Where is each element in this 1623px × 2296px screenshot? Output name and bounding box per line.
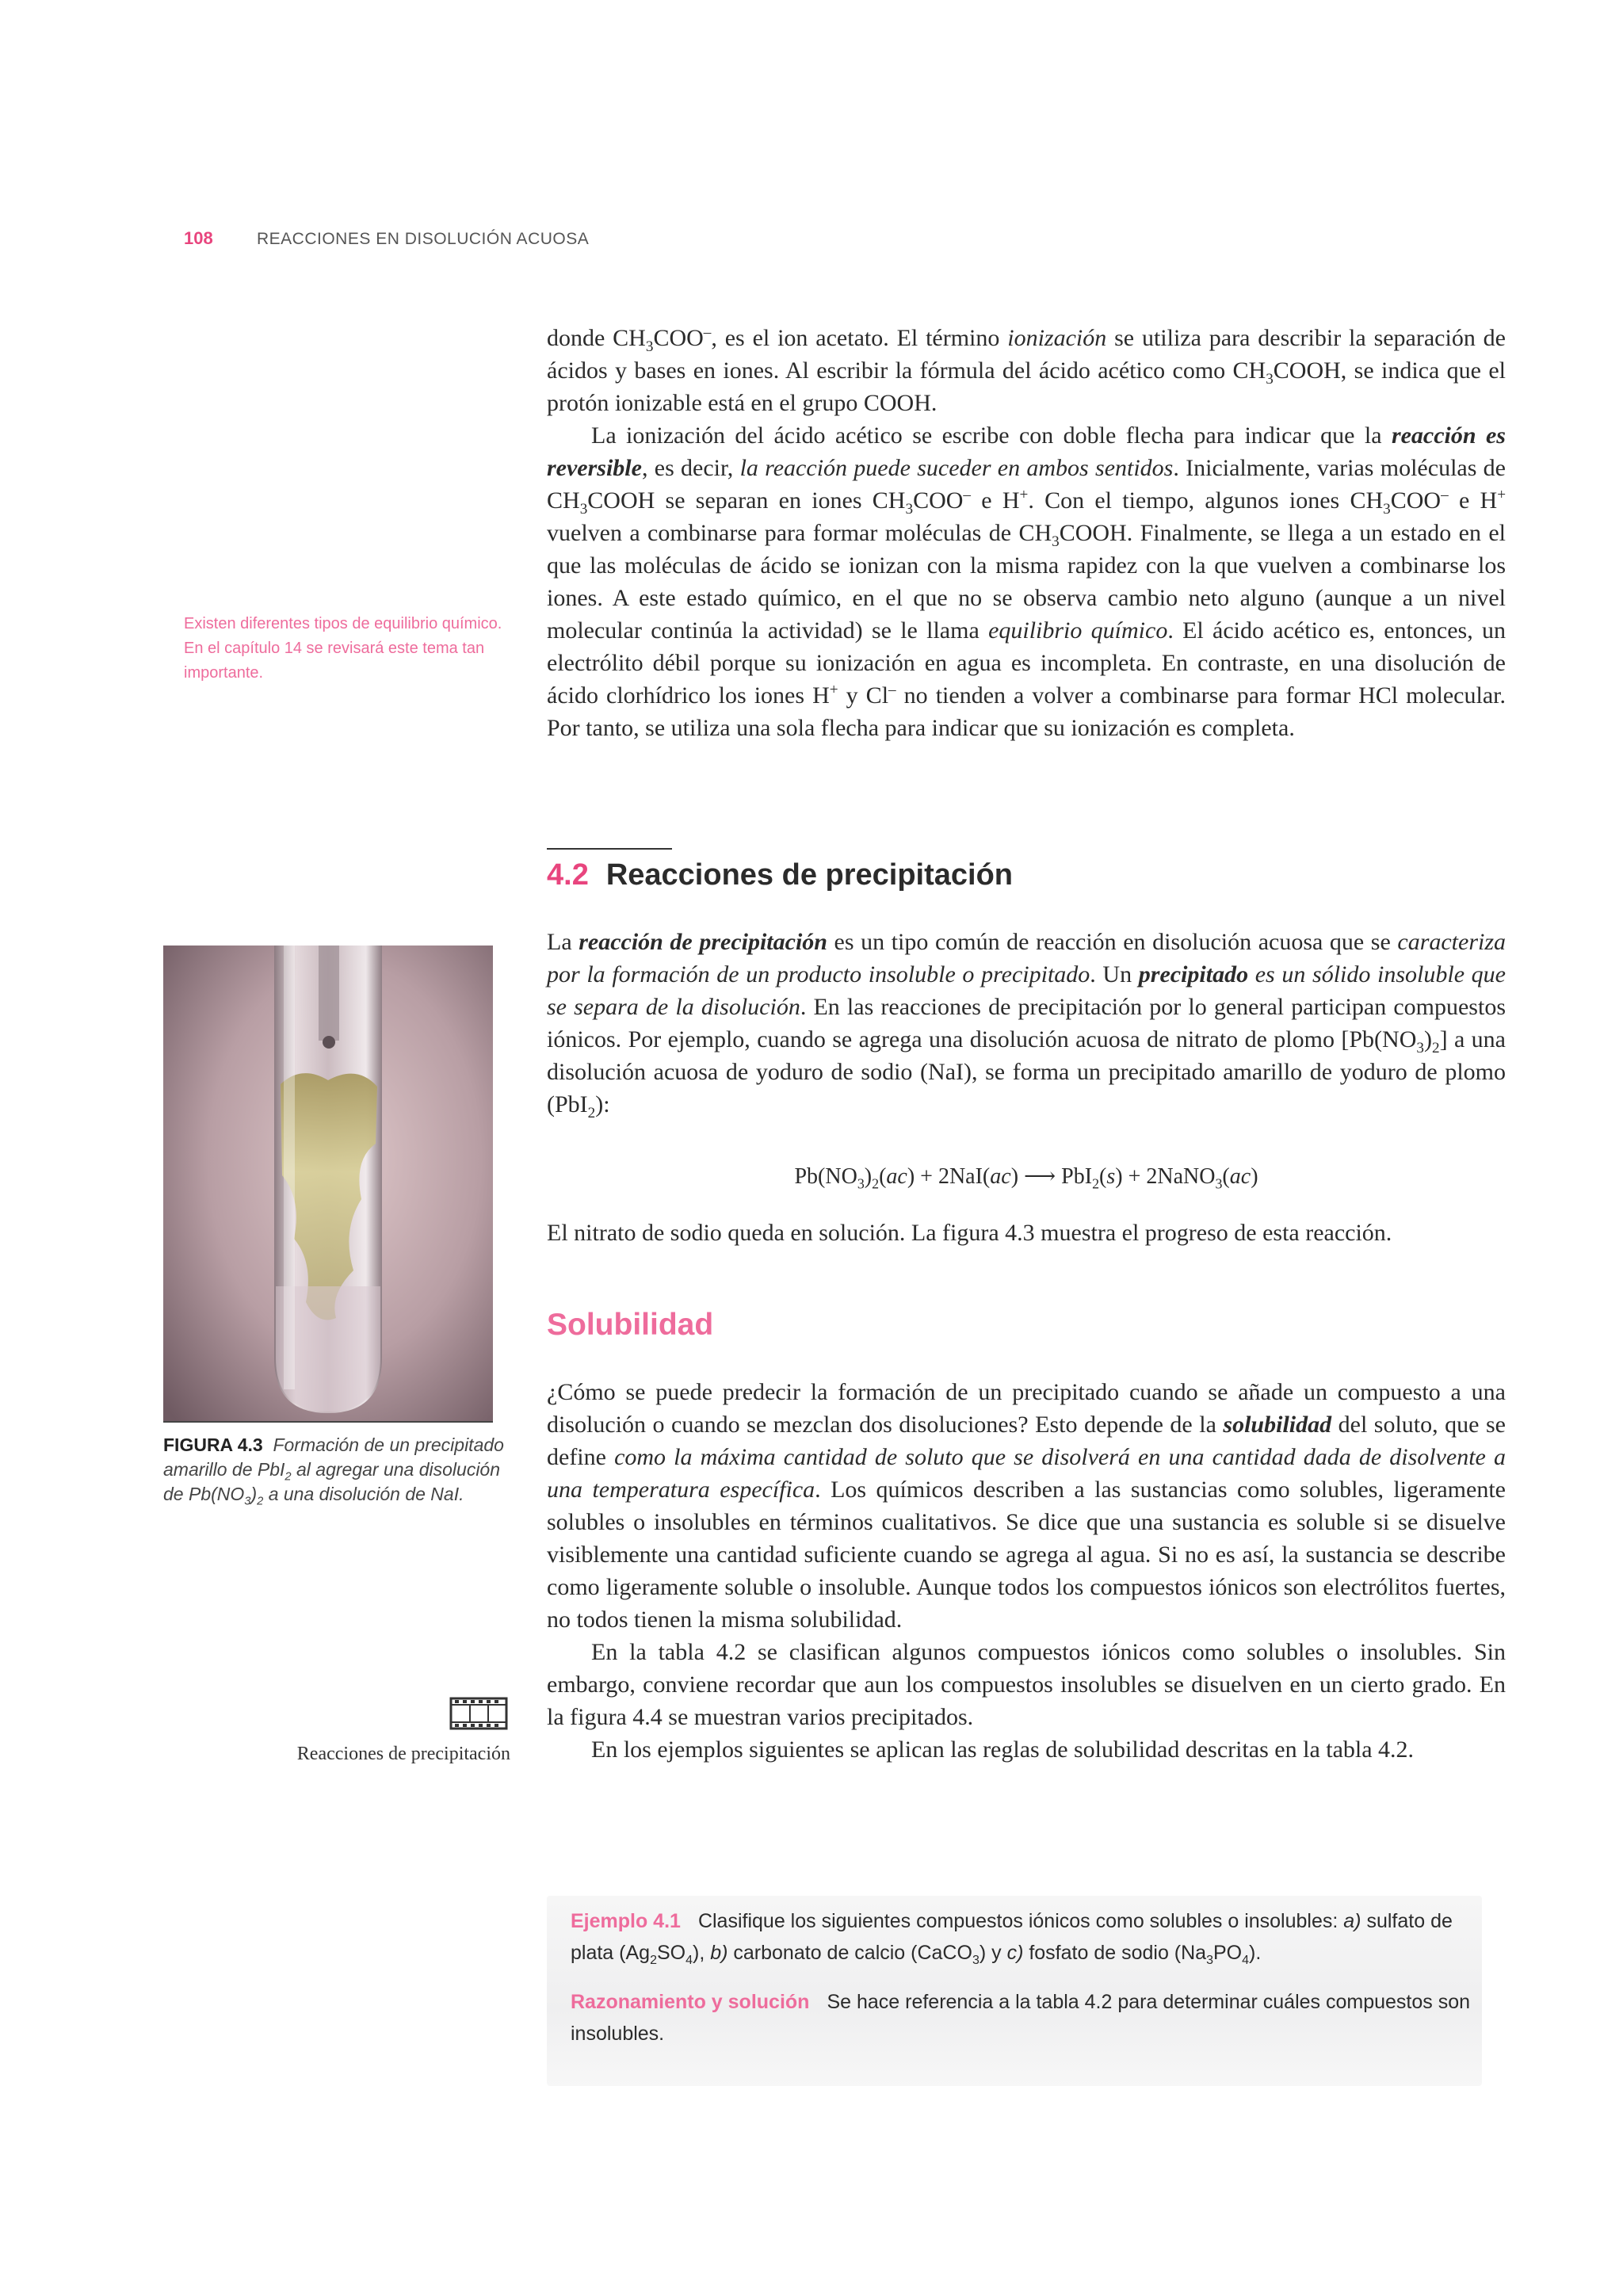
running-head: REACCIONES EN DISOLUCIÓN ACUOSA — [257, 230, 590, 248]
paragraph-2: La ionización del ácido acético se escribe con doble flecha para indicar que la reacción es reversible, es decir, la reacción puede suceder en ambos sentidos. Inicialmente, varias moléculas de $CH_3COOH$ se separan en iones $CH_3COO^-$ e H+. Con el tiempo, algunos iones $CH_3COO^-$ e H+ vuelven a combinarse para formar moléculas de $CH_3COOH$. Finalmente, se llega a un estado en el que las moléculas de ácido se ionizan con la misma rapidez con la que vuelven a combinarse los iones. A este estado químico, en el que no se observa cambio neto alguno (aunque a un nivel molecular continúa la actividad) se le llama equilibrio químico. El ácido acético es, entonces, un electrólito débil porque su ionización en agua es incompleta. En contraste, en una disolución de ácido clorhídrico los iones H+ y Cl– no tienden a volver a combinarse para formar HCl molecular. Por tanto, se utiliza una sola flecha para indicar que su ionización es completa. — [547, 422, 1507, 741]
paragraph-4: El nitrato de sodio queda en solución. La figura 4.3 muestra el progreso de esta reacción. — [547, 1220, 1392, 1246]
example-answer — [571, 1986, 1474, 2050]
paragraph-5: ¿Cómo se puede predecir la formación de un precipitado cuando se añade un compuesto a una disolución o cuando se mezclan dos disoluciones? Esto depende de la solubilidad del soluto, que se define como la máxima cantidad de soluto que se disolverá en una cantidad dada de disolvente a una temperatura específica. Los químicos describen a las sustancias como solubles, ligeramente solubles o insolubles en términos cualitativos. Se dice que una sustancia es soluble si se disuelve visiblemente una cantidad suficiente cuando se agrega al agua. Si no es así, la sustancia se describe como ligeramente soluble o insoluble. Aunque todos los compuestos iónicos son electrólitos fuertes, no todos tienen la misma solubilidad. — [547, 1379, 1506, 1633]
film-icon[interactable] — [449, 1696, 509, 1735]
page-number: 108 — [184, 228, 213, 248]
paragraph-4-block — [547, 1217, 1506, 1249]
figure-photo — [163, 946, 493, 1421]
subsection-heading: Solubilidad — [547, 1308, 714, 1342]
figure-caption — [163, 1433, 504, 1507]
answer-label: Razonamiento y solución — [571, 1991, 810, 2013]
paragraph-6: En la tabla 4.2 se clasifican algunos compuestos iónicos como solubles o insolubles. Sin embargo, conviene recordar que aun los compuestos insolubles se disuelven en un cierto grado. En la figura 4.4 se muestran varios precipitados. — [547, 1639, 1506, 1730]
intro-text — [547, 322, 1506, 744]
answer-text: Se hace referencia a la tabla 4.2 para determinar cuáles compuestos son insolubles. — [571, 1991, 1471, 2045]
figure-label: FIGURA 4.3 — [163, 1435, 263, 1455]
caption-rule — [163, 1421, 493, 1423]
media-label[interactable]: Reacciones de precipitación — [296, 1744, 510, 1764]
paragraph-3: La reacción de precipitación es un tipo común de reacción en disolución acuosa que se caracteriza por la formación de un producto insoluble o precipitado. Un precipitado es un sólido insoluble que se separa de la disolución. En las reacciones de precipitación por lo general participan compuestos iónicos. Por ejemplo, cuando se agrega una disolución acuosa de nitrato de plomo $[Pb(NO_3)_2]$ a una disolución acuosa de yoduro de sodio (NaI), se forma un precipitado amarillo de yoduro de plomo (PbI$_2$): — [547, 929, 1507, 1121]
test-tube-illustration — [163, 946, 493, 1421]
example-question: Ejemplo 4.1 Clasifique los siguientes compuestos iónicos como solubles o insolubles: a) sulfato de plata $(Ag_2SO_4)$, b) carbonato de calcio (CaCO$_3$) y c) fosfato de sodio $(Na_3PO_4)$. — [571, 1910, 1453, 1967]
figure-caption-text: Formación de un precipitado amarillo de PbI$_2$ al agregar una disolución de $Pb(NO_3)_2$ a una disolución de NaI. — [163, 1435, 504, 1508]
section-title: Reacciones de precipitación — [605, 858, 1014, 892]
paragraph-1: donde $CH_3COO^-$, es el ion acetato. El término ionización se utiliza para describir la separación de ácidos y bases en iones. Al escribir la fórmula del ácido acético como $CH_3COOH$, se indica que el protón ionizable está en el grupo COOH. — [547, 324, 1506, 416]
solubility-text — [547, 1376, 1506, 1766]
paragraph-7: En los ejemplos siguientes se aplican las reglas de solubilidad descritas en la tabla 4.2. — [591, 1736, 1415, 1763]
section-heading — [547, 858, 1013, 892]
margin-note: Existen diferentes tipos de equilibrio químico. En el capítulo 14 se revisará este tema tan importante. — [184, 615, 502, 682]
section-number: 4.2 — [547, 858, 589, 892]
section-rule — [547, 848, 672, 850]
precipitation-intro — [547, 926, 1506, 1121]
chemical-equation: $Pb(NO_3)_2(ac) + 2NaI(ac)$ ⟶ PbI$_2$(s) + 2NaNO$_3$(ac) — [794, 1164, 1258, 1192]
example-label: Ejemplo 4.1 — [571, 1910, 681, 1932]
